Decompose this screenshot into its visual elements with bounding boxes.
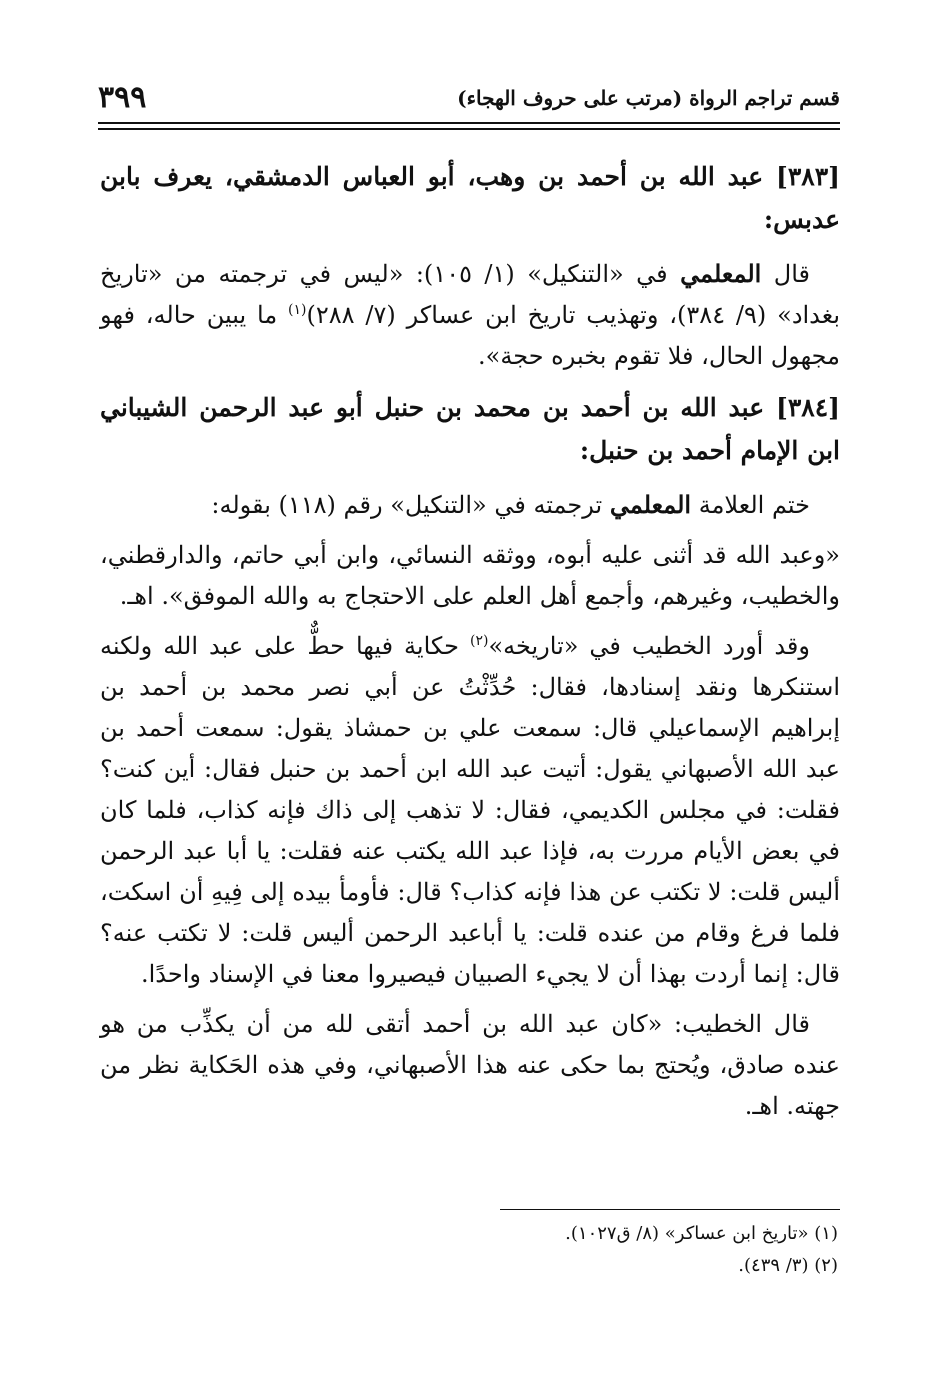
main-text bbox=[100, 155, 840, 1136]
footnotes bbox=[100, 1218, 838, 1282]
entry-383-heading: [٣٨٣] عبد الله بن أحمد بن وهب، أبو العباس الدمشقي، يعرف بابن عدبس: bbox=[100, 162, 840, 234]
header-rule-top bbox=[98, 122, 840, 124]
entry-383-paragraph: قال المعلمي في «التنكيل» (١/ ١٠٥): «ليس في ترجمته من «تاريخ بغداد» (٩/ ٣٨٤)، وتهذيب تاريخ ابن عساكر (٧/ ٢٨٨)$^{(١)}$ ما يبين حاله، فهو مجهول الحال، فلا تقوم بخبره حجة». bbox=[100, 259, 841, 370]
author-name: المعلمي bbox=[680, 259, 762, 288]
footnote-ref-1: (١) bbox=[288, 302, 307, 318]
entry-384-heading: [٣٨٤] عبد الله بن أحمد بن محمد بن حنبل أبو عبد الرحمن الشيباني ابن الإمام أحمد بن حنبل: bbox=[100, 393, 840, 465]
header-rule-bottom bbox=[98, 128, 840, 130]
author-name: المعلمي bbox=[609, 490, 692, 519]
footnote-ref-2: (٢) bbox=[469, 633, 489, 649]
entry-384-khatib-comment: قال الخطيب: «كان عبد الله بن أحمد أتقى لله من أن يكذِّب من هو عنده صادق، ويُحتج بما حكى عنه هذا الأصبهاني، وفي هذه الحَكاية نظر من جهته. اهـ. bbox=[100, 1010, 840, 1120]
footnote-1: (١) «تاريخ ابن عساكر» (٨/ ق١٠٢٧). bbox=[565, 1223, 838, 1244]
entry-384-narration: وقد أورد الخطيب في «تاريخه»$^{(٢)}$ حكاية فيها حطٌّ على عبد الله ولكنه استنكرها ونقد إسنادها، فقال: حُدِّثْتُ عن أبي نصر محمد بن أحمد بن إبراهيم الإسماعيلي قال: سمعت علي بن حمشاذ يقول: سمعت أحمد بن عبد الله الأصبهاني يقول: أتيت عبد الله ابن أحمد بن حنبل فقال: أين كنت؟ فقلت: في مجلس الكديمي، فقال: لا تذهب إلى ذاك فإنه كذاب، فلما كان في بعض الأيام مررت به، فإذا عبد الله يكتب عنه فقلت: يا أبا عبد الرحمن أليس قلت: لا تكتب عن هذا فإنه كذاب؟ قال: فأومأ بيده إلى فِيهِ أن اسكت، فلما فرغ وقام من عنده قلت: يا أباعبد الرحمن أليس قلت: لا تكتب عنه؟ قال: إنما أردت بهذا أن لا يجيء الصبيان فيصيروا معنا في الإسناد واحدًا. bbox=[100, 632, 841, 988]
entry-384-quote: «وعبد الله قد أثنى عليه أبوه، ووثقه النسائي، وابن أبي حاتم، والدارقطني، والخطيب، وغيرهم، وأجمع أهل العلم على الاحتجاج به والله الموفق». اهـ. bbox=[100, 541, 840, 610]
running-title: قسم تراجم الرواة (مرتب على حروف الهجاء) bbox=[457, 86, 840, 110]
entry-384-intro: ختم العلامة المعلمي ترجمته في «التنكيل» رقم (١١٨) بقوله: bbox=[211, 490, 810, 519]
footnote-2: (٢) (٣/ ٤٣٩). bbox=[738, 1255, 838, 1276]
footnote-separator bbox=[500, 1209, 840, 1210]
page-number: ٣٩٩ bbox=[98, 80, 147, 115]
running-header bbox=[98, 78, 840, 118]
